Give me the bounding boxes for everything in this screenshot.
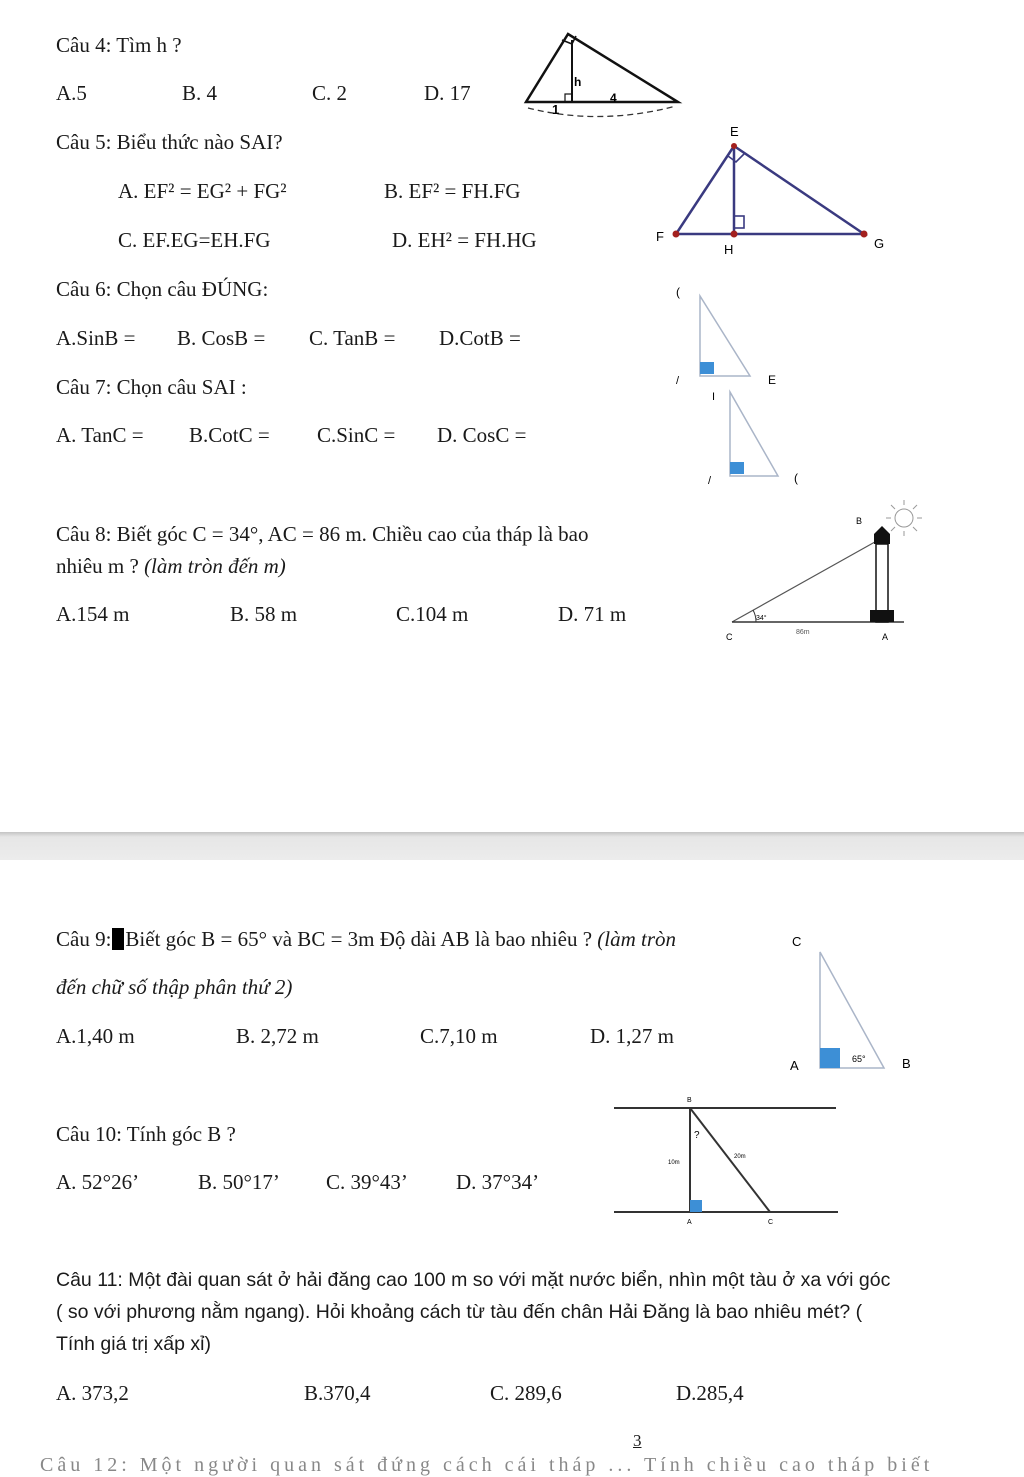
q8-line2-text: nhiêu m ? <box>56 554 145 578</box>
q6-option-a: A.SinB = <box>56 326 136 350</box>
q5-point-h <box>731 231 738 238</box>
q10-label-hyp: 20m <box>734 1154 746 1160</box>
q10-label-side: 10m <box>668 1160 680 1166</box>
q6-right-angle-mark <box>700 362 714 374</box>
q6-option-b: B. CosB = <box>177 326 266 350</box>
q5-triangle-figure <box>650 118 890 260</box>
q4-option-d: D. 17 <box>424 81 471 105</box>
q9-label-b: B <box>902 1056 911 1071</box>
q9-label-c: C <box>792 934 802 949</box>
q7-right-angle-mark <box>730 462 744 474</box>
sun-icon <box>886 500 922 536</box>
q10-title: Câu 10: Tính góc B ? <box>56 1122 236 1146</box>
q10-label-a: A <box>687 1219 692 1226</box>
q5-title: Câu 5: Biểu thức nào SAI? <box>56 130 283 154</box>
q6-label-top: ( <box>676 285 680 299</box>
q5-point-f <box>673 231 680 238</box>
q8-line2 <box>56 556 286 577</box>
page-number: 3 <box>633 1431 642 1450</box>
q4-option-c: C. 2 <box>312 81 348 105</box>
q8-option-d: D. 71 m <box>558 602 627 626</box>
q9-option-d: D. 1,27 m <box>590 1024 674 1048</box>
q5-option-b: B. EF² = FH.FG <box>384 179 521 203</box>
q8-label-c: C <box>726 632 733 642</box>
q11-option-a: A. 373,2 <box>56 1381 129 1405</box>
q9-line1 <box>56 928 676 950</box>
q7-triangle-figure <box>700 380 810 490</box>
q5-point-e <box>731 143 737 149</box>
q10-right-angle-mark <box>690 1200 702 1212</box>
q9-option-c: C.7,10 m <box>420 1024 498 1048</box>
q7-label-left: / <box>708 475 712 487</box>
q6-label-left: / <box>676 375 680 387</box>
q7-title: Câu 7: Chọn câu SAI : <box>56 375 247 399</box>
q5-label-h: H <box>724 242 734 257</box>
q8-label-base: 86m <box>796 629 810 636</box>
q5-label-e: E <box>730 124 739 139</box>
q9-number: Câu 9: <box>56 927 112 951</box>
q5-triangle <box>676 146 864 234</box>
q7-option-b: B.CotC = <box>189 423 270 447</box>
q5-option-d: D. EH² = FH.HG <box>392 228 537 252</box>
q8-option-a: A.154 m <box>56 602 130 626</box>
q10-label-question: ? <box>694 1130 700 1141</box>
q5-foot-mark <box>734 216 744 228</box>
q11-line1: Câu 11: Một đài quan sát ở hải đăng cao 100 m so với mặt nước biển, nhìn một tàu ở xa với góc <box>56 1269 891 1291</box>
q7-option-a: A. TanC = <box>56 423 144 447</box>
q9-option-a: A.1,40 m <box>56 1024 135 1048</box>
q11-line3: Tính giá trị xấp xỉ) <box>56 1333 211 1355</box>
q7-option-c: C.SinC = <box>317 423 396 447</box>
next-question-cutoff-text: Câu 12: Một người quan sát đứng cách cái tháp ... Tính chiều cao tháp biết <box>40 1454 934 1476</box>
q8-lighthouse-figure <box>716 494 936 652</box>
q10-option-b: B. 50°17’ <box>198 1170 280 1194</box>
q5-label-g: G <box>874 236 885 251</box>
q4-title: Câu 4: Tìm h ? <box>56 33 182 57</box>
q4-option-a: A.5 <box>56 81 87 105</box>
q10-label-b: B <box>687 1097 692 1104</box>
q10-option-a: A. 52°26’ <box>56 1170 140 1194</box>
q9-label-angle: 65° <box>852 1054 866 1064</box>
q8-option-c: C.104 m <box>396 602 469 626</box>
q5-option-a: A. EF² = EG² + FG² <box>118 179 287 203</box>
q4-label-h: h <box>574 75 582 89</box>
q9-line2: đến chữ số thập phân thứ 2) <box>56 975 293 999</box>
q4-option-b: B. 4 <box>182 81 218 105</box>
q11-option-d: D.285,4 <box>676 1381 744 1405</box>
q9-right-angle-mark <box>820 1048 840 1068</box>
q5-option-c: C. EF.EG=EH.FG <box>118 228 271 252</box>
q6-option-d: D.CotB = <box>439 326 521 350</box>
q6-title: Câu 6: Chọn câu ĐÚNG: <box>56 277 269 301</box>
q4-triangle <box>526 34 678 102</box>
q6-triangle-figure <box>670 282 790 392</box>
q11-line2: ( so với phương nằm ngang). Hỏi khoảng cách từ tàu đến chân Hải Đăng là bao nhiêu mét? ( <box>56 1301 863 1323</box>
q4-label-left: 1 <box>552 102 560 117</box>
q8-label-a: A <box>882 632 889 642</box>
page-break-divider <box>0 832 1024 860</box>
q8-label-b: B <box>856 516 863 526</box>
q8-label-angle: 34° <box>756 615 767 622</box>
q4-label-right: 4 <box>610 91 617 105</box>
q8-line-of-sight <box>732 538 882 622</box>
q9-triangle-figure <box>780 922 920 1082</box>
q10-option-c: C. 39°43’ <box>326 1170 408 1194</box>
q5-point-g <box>861 231 868 238</box>
lighthouse-icon <box>870 526 894 622</box>
q4-triangle-figure <box>510 28 690 128</box>
q4-base-brace <box>528 106 676 117</box>
q9-question-text: Biết góc B = 65° và BC = 3m Độ dài AB là bao nhiêu ? <box>125 927 598 951</box>
q6-option-c: C. TanB = <box>309 326 396 350</box>
q10-figure <box>610 1090 846 1230</box>
q11-option-b: B.370,4 <box>304 1381 371 1405</box>
q7-option-d: D. CosC = <box>437 423 527 447</box>
q9-option-b: B. 2,72 m <box>236 1024 319 1048</box>
q11-option-c: C. 289,6 <box>490 1381 562 1405</box>
q8-line1: Câu 8: Biết góc C = 34°, AC = 86 m. Chiều cao của tháp là bao <box>56 522 589 546</box>
q9-rounding-note: (làm tròn <box>597 927 677 951</box>
q6-label-right: E <box>768 373 777 387</box>
next-question-cutoff <box>40 1454 1020 1476</box>
q9-label-a: A <box>790 1058 799 1073</box>
q8-rounding-note: (làm tròn đến m) <box>144 554 286 578</box>
q10-label-c: C <box>768 1219 774 1226</box>
q7-label-top: I <box>712 391 716 403</box>
q7-label-right: ( <box>794 471 798 485</box>
q9-cursor-block <box>112 928 124 950</box>
q5-right-angle-mark <box>728 154 744 162</box>
q5-label-f: F <box>656 229 664 244</box>
q8-option-b: B. 58 m <box>230 602 298 626</box>
q10-option-d: D. 37°34’ <box>456 1170 540 1194</box>
q10-hypotenuse-bc <box>690 1108 770 1212</box>
